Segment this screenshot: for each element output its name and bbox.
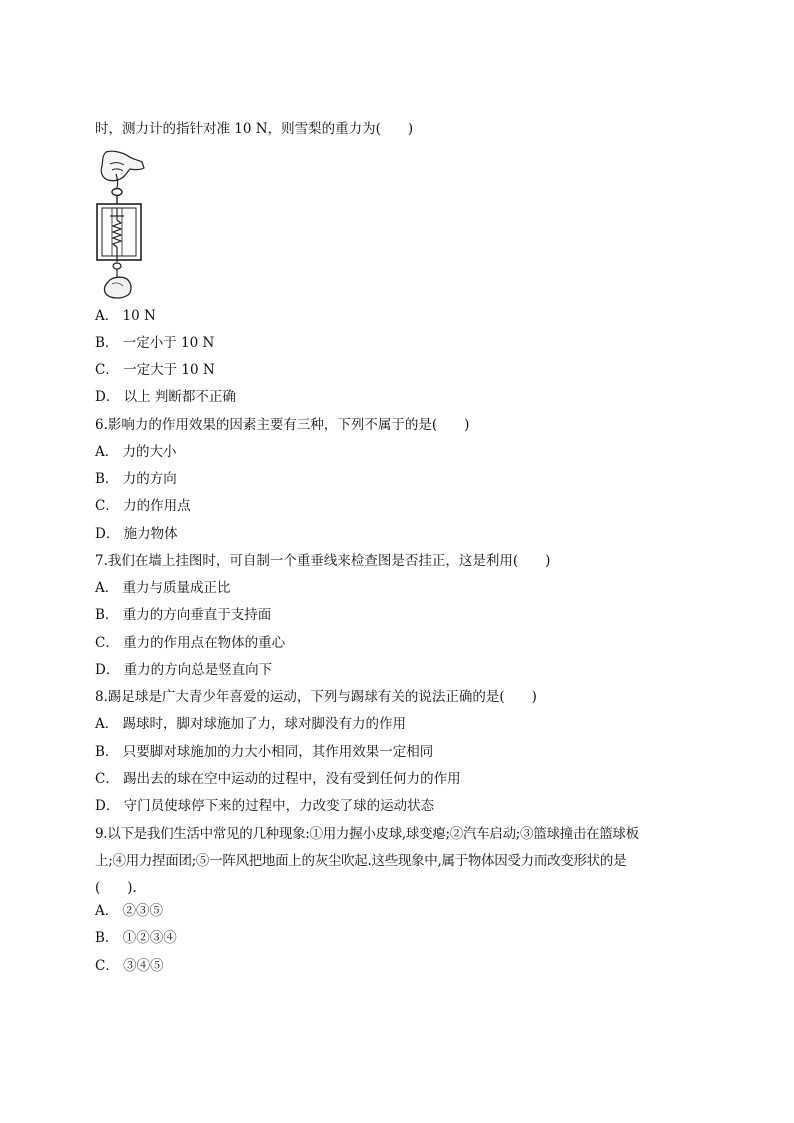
q6-option-d: D． 施力物体 (95, 526, 178, 542)
q6-option-a: A． 力的大小 (95, 444, 177, 460)
q8-option-d: D． 守门员使球停下来的过程中，力改变了球的运动状态 (95, 798, 435, 814)
q6-option-c: C． 力的作用点 (95, 498, 191, 514)
q9-option-a: A． ②③⑤ (95, 903, 164, 919)
q7-stem: 7.我们在墙上挂图时，可自制一个重垂线来检查图是否挂正，这是利用( ) (95, 553, 551, 569)
q9-option-b: B． ①②③④ (95, 930, 177, 946)
q7-option-a: A． 重力与质量成正比 (95, 580, 231, 596)
q5-option-c: C． 一定大于 10 N (95, 362, 215, 378)
q7-option-b: B． 重力的方向垂直于支持面 (95, 607, 272, 623)
q6-option-b: B． 力的方向 (95, 471, 177, 487)
spring-scale-figure (92, 150, 152, 302)
q5-option-a: A． 10 N (95, 308, 156, 324)
q7-option-d: D． 重力的方向总是竖直向下 (95, 662, 273, 678)
q8-option-b: B． 只要脚对球施加的力大小相同，其作用效果一定相同 (95, 744, 434, 760)
q5-option-b: B． 一定小于 10 N (95, 335, 215, 351)
q5-stem: 时，测力计的指针对准 10 N，则雪梨的重力为( ) (95, 121, 414, 137)
q8-option-c: C． 踢出去的球在空中运动的过程中，没有受到任何力的作用 (95, 771, 461, 787)
q5-option-d: D． 以上 判断都不正确 (95, 389, 236, 405)
q9-option-c: C． ③④⑤ (95, 958, 164, 974)
q9-stem-line-2: 上;④用力捏面团;⑤一阵风把地面上的灰尘吹起.这些现象中,属于物体因受力而改变形状的是 (95, 853, 627, 869)
q9-stem-line-3: ( ). (95, 880, 137, 896)
q7-option-c: C． 重力的作用点在物体的重心 (95, 635, 286, 651)
q8-option-a: A． 踢球时，脚对球施加了力，球对脚没有力的作用 (95, 716, 407, 732)
q9-stem-line-1: 9.以下是我们生活中常见的几种现象:①用力握小皮球,球变瘪;②汽车启动;③篮球撞击在篮球板 (95, 826, 639, 842)
q8-stem: 8.踢足球是广大青少年喜爱的运动，下列与踢球有关的说法正确的是( ) (95, 689, 537, 705)
q6-stem: 6.影响力的作用效果的因素主要有三种，下列不属于的是( ) (95, 417, 470, 433)
